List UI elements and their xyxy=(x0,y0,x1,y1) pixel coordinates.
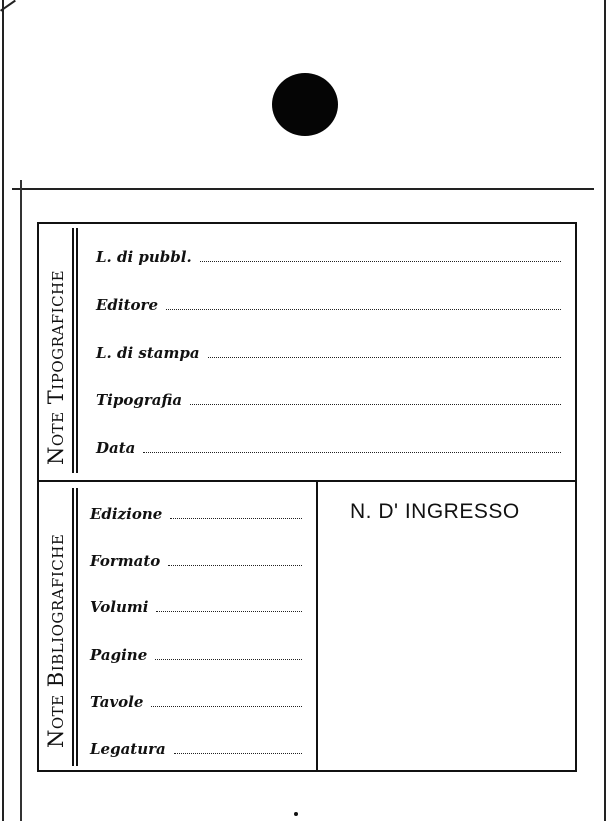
bibliographic-notes-title: Note Bibliografiche xyxy=(44,533,68,748)
field-label: Pagine xyxy=(90,646,148,664)
field-label: Tipografia xyxy=(96,391,183,409)
bibliographic-side-rule xyxy=(72,488,74,766)
fill-line[interactable] xyxy=(200,260,561,262)
accession-divider xyxy=(316,482,318,772)
left-margin-rule xyxy=(20,180,22,821)
field-label: L. di pubbl. xyxy=(96,248,192,266)
typographic-side-rule xyxy=(76,228,78,473)
fill-line[interactable] xyxy=(143,451,561,453)
field-label: Tavole xyxy=(90,693,144,711)
section-divider xyxy=(37,480,577,482)
fill-line[interactable] xyxy=(168,564,302,566)
field-label: Formato xyxy=(90,552,161,570)
fill-line[interactable] xyxy=(190,403,561,405)
field-label: Data xyxy=(96,439,136,457)
fill-line[interactable] xyxy=(155,658,302,660)
field-tavole[interactable] xyxy=(90,693,302,711)
bottom-dot xyxy=(294,812,298,816)
field-pagine[interactable] xyxy=(90,646,302,664)
field-label: Volumi xyxy=(90,598,149,616)
fill-line[interactable] xyxy=(170,517,302,519)
fill-line[interactable] xyxy=(156,610,302,612)
fill-line[interactable] xyxy=(174,752,302,754)
accession-number-label: N. D' INGRESSO xyxy=(350,500,520,523)
typographic-notes-title: Note Tipografiche xyxy=(44,269,68,465)
field-edizione[interactable] xyxy=(90,505,302,523)
field-volumi[interactable] xyxy=(90,598,302,616)
top-rule xyxy=(12,188,594,190)
typographic-side-rule xyxy=(72,228,74,473)
field-label: Legatura xyxy=(90,740,166,758)
field-data[interactable] xyxy=(96,439,561,457)
card-right-edge xyxy=(604,0,606,821)
field-tipografia[interactable] xyxy=(96,391,561,409)
punch-hole xyxy=(272,73,338,136)
fill-line[interactable] xyxy=(166,308,561,310)
field-label: Edizione xyxy=(90,505,163,523)
field-legatura[interactable] xyxy=(90,740,302,758)
card-left-edge xyxy=(2,0,4,821)
bibliographic-side-rule xyxy=(76,488,78,766)
fill-line[interactable] xyxy=(208,356,561,358)
field-luogo-pubblicazione[interactable] xyxy=(96,248,561,266)
field-label: Editore xyxy=(96,296,158,314)
field-formato[interactable] xyxy=(90,552,302,570)
field-label: L. di stampa xyxy=(96,344,200,362)
field-editore[interactable] xyxy=(96,296,561,314)
field-luogo-stampa[interactable] xyxy=(96,344,561,362)
fill-line[interactable] xyxy=(151,705,302,707)
